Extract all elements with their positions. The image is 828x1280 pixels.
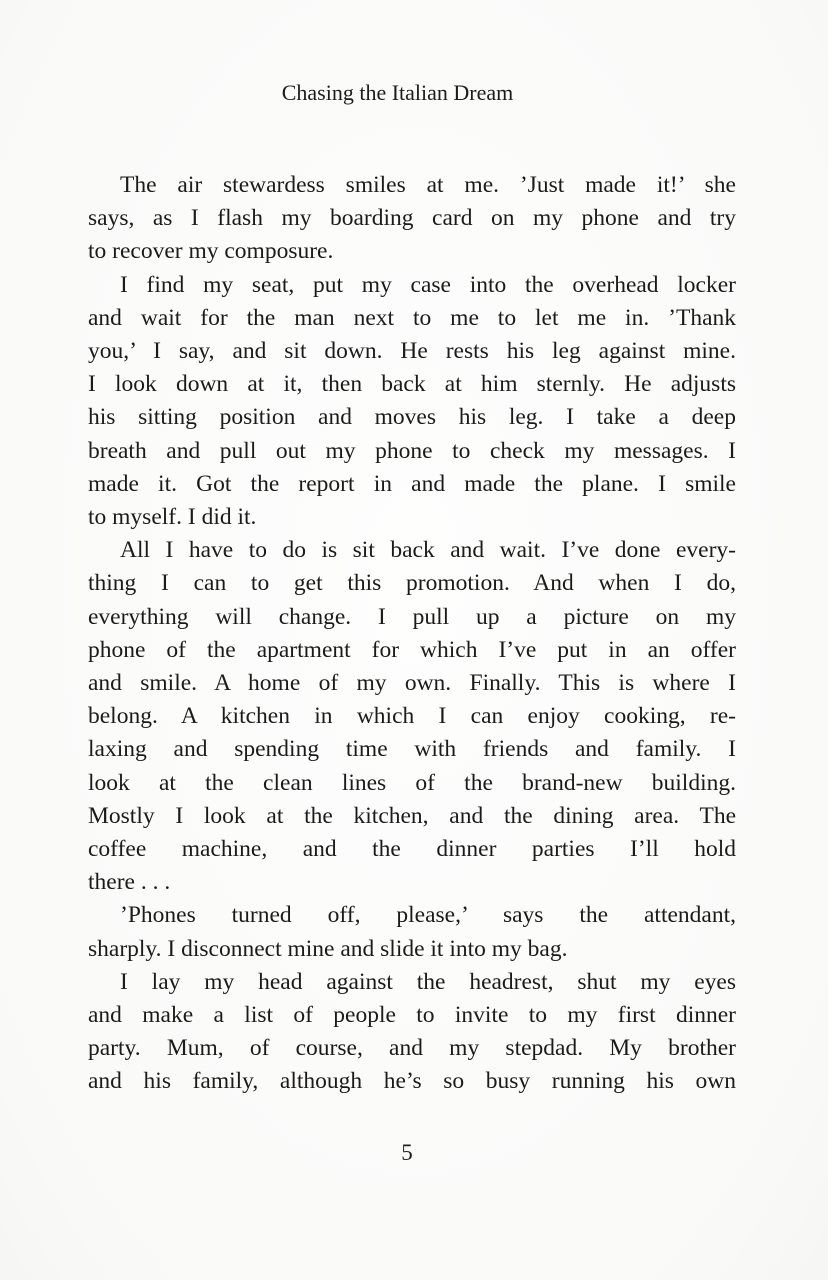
text-line: I lay my head against the headrest, shut my eyes bbox=[120, 968, 736, 995]
text-line: thing I can to get this promotion. And when I do, bbox=[88, 570, 736, 597]
text-line: belong. A kitchen in which I can enjoy cooking, re- bbox=[88, 703, 736, 730]
text-line: sharply. I disconnect mine and slide it into my bag. bbox=[88, 935, 568, 962]
text-line: made it. Got the report in and made the plane. I smile bbox=[88, 470, 736, 497]
text-line: and his family, although he’s so busy running his own bbox=[88, 1068, 736, 1095]
paragraph bbox=[88, 169, 736, 269]
text-line: The air stewardess smiles at me. ’Just made it!’ she bbox=[120, 172, 736, 198]
paragraph bbox=[88, 534, 736, 899]
text-line: breath and pull out my phone to check my messages. I bbox=[88, 437, 736, 464]
paragraph bbox=[88, 966, 736, 1099]
text-line: to recover my composure. bbox=[88, 238, 334, 265]
paragraph bbox=[88, 899, 736, 965]
running-header: Chasing the Italian Dream bbox=[281, 80, 514, 105]
page-number: 5 bbox=[401, 1140, 413, 1165]
text-line: laxing and spending time with friends and family. I bbox=[88, 736, 736, 763]
text-line: Mostly I look at the kitchen, and the dining area. The bbox=[88, 802, 736, 829]
text-line: says, as I flash my boarding card on my phone and try bbox=[88, 205, 736, 232]
text-line: you,’ I say, and sit down. He rests his leg against mine. bbox=[88, 338, 736, 365]
text-line: everything will change. I pull up a picture on my bbox=[88, 603, 736, 630]
text-line: there . . . bbox=[88, 869, 171, 896]
text-line: and make a list of people to invite to my first dinner bbox=[88, 1002, 736, 1029]
text-line: ’Phones turned off, please,’ says the attendant, bbox=[120, 902, 736, 929]
text-line: his sitting position and moves his leg. I take a deep bbox=[88, 404, 736, 431]
text-line: I find my seat, put my case into the overhead locker bbox=[120, 271, 736, 298]
page-body bbox=[88, 169, 736, 1099]
text-line: and wait for the man next to me to let me in. ’Thank bbox=[88, 304, 736, 331]
text-line: I look down at it, then back at him sternly. He adjusts bbox=[88, 371, 736, 398]
text-line: phone of the apartment for which I’ve put in an offer bbox=[88, 636, 736, 663]
text-line: look at the clean lines of the brand-new building. bbox=[88, 769, 736, 796]
text-line: party. Mum, of course, and my stepdad. My brother bbox=[88, 1035, 736, 1062]
text-line: to myself. I did it. bbox=[88, 504, 257, 531]
text-line: All I have to do is sit back and wait. I’ve done every- bbox=[120, 537, 736, 564]
text-line: coffee machine, and the dinner parties I’ll hold bbox=[88, 836, 736, 863]
text-line: and smile. A home of my own. Finally. This is where I bbox=[88, 670, 736, 697]
paragraph bbox=[88, 269, 736, 535]
